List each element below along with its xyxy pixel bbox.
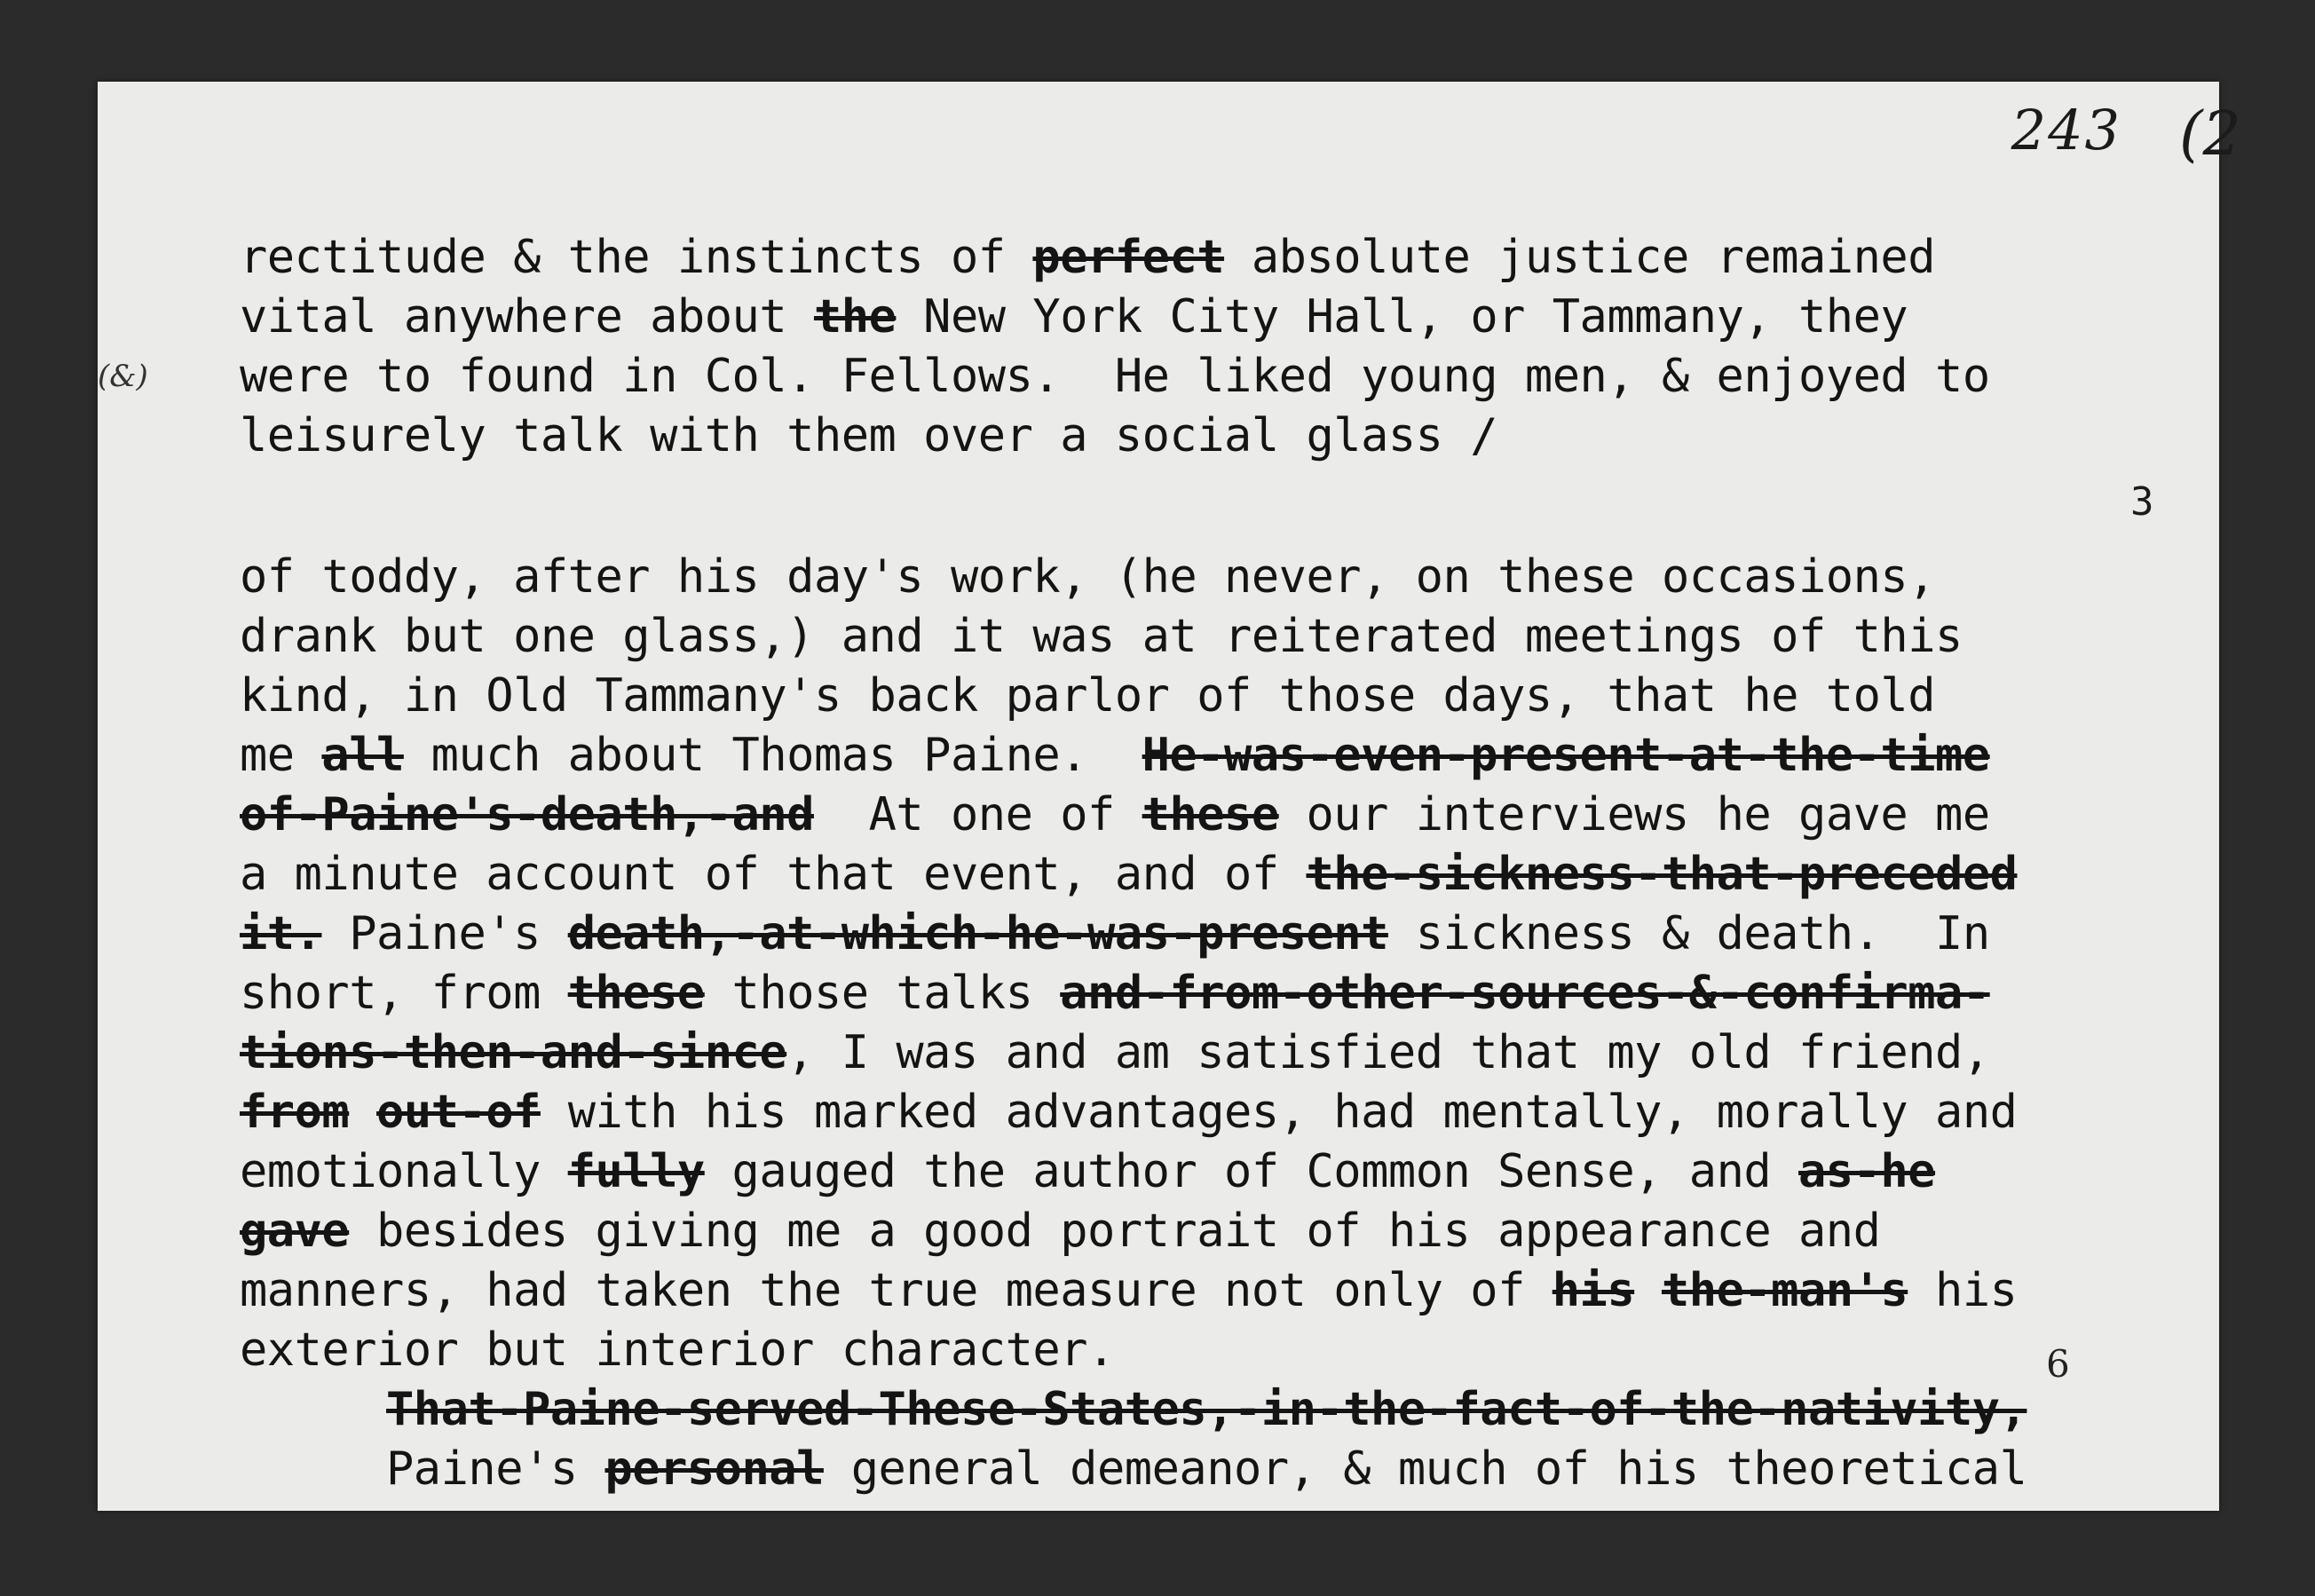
typed-text: At one of <box>813 788 1142 841</box>
struck-text: the-man's <box>1661 1264 1908 1317</box>
typed-text: Paine's <box>386 1442 605 1496</box>
typed-text: general demeanor, & much of his theoretical <box>823 1442 2027 1496</box>
typed-text: leisurely talk with them over a social glass / <box>240 409 1498 462</box>
struck-text: death,-at-which-he-was-present <box>567 907 1388 960</box>
typed-text: a minute account of that event, and of <box>240 848 1307 901</box>
struck-text: perfect <box>1032 231 1225 284</box>
typed-text: vital anywhere about <box>240 290 814 344</box>
typed-text: gauged the author of Common Sense, and <box>704 1145 1798 1198</box>
text-line <box>240 905 2027 964</box>
typed-text: me <box>240 729 322 782</box>
margin-annotation: (&) <box>98 359 148 394</box>
typed-text: rectitude & the instincts of <box>240 231 1033 284</box>
paragraph-1 <box>240 228 1990 466</box>
text-line <box>240 228 1990 288</box>
struck-text: these <box>1142 788 1279 841</box>
text-line <box>240 964 2027 1023</box>
document-card <box>98 82 2241 1511</box>
typed-text: Paine's <box>321 907 568 960</box>
typed-text: , I was and am satisfied that my old friend, <box>786 1026 1990 1079</box>
typed-text: those talks <box>704 967 1061 1020</box>
struck-text: all <box>321 729 404 782</box>
typed-text: short, from <box>240 967 568 1020</box>
text-line <box>240 1023 2027 1083</box>
struck-text: personal <box>604 1442 824 1496</box>
text-line <box>240 786 2027 845</box>
typed-text: kind, in Old Tammany's back parlor of those days, that he told <box>240 669 1936 723</box>
text-line <box>240 347 1990 407</box>
handwritten-bracket-mark: (2 <box>2179 99 2241 170</box>
handwritten-corner-mark: 6 <box>2046 1342 2070 1386</box>
text-line <box>240 845 2027 905</box>
struck-text: his <box>1552 1264 1635 1317</box>
text-line <box>240 548 2027 607</box>
text-line <box>240 726 2027 786</box>
typed-text <box>1634 1264 1662 1317</box>
struck-text: the <box>813 290 897 344</box>
typed-text: of toddy, after his day's work, (he never, on these occasions, <box>240 550 1936 604</box>
typed-text: much about Thomas Paine. <box>403 729 1142 782</box>
struck-text: That-Paine-served-These-States,-in-the-fact-of-the-nativity, <box>386 1383 2027 1436</box>
text-line <box>240 1321 2027 1380</box>
text-line <box>240 1261 2027 1321</box>
typed-text: with his marked advantages, had mentally, morally and <box>540 1086 2018 1139</box>
section-number: 3 <box>2130 479 2154 525</box>
struck-text: gave <box>240 1205 350 1258</box>
text-line <box>240 407 1990 466</box>
typed-text: were to found in Col. Fellows. He liked young men, & enjoyed to <box>240 350 1990 403</box>
text-line <box>240 667 2027 726</box>
struck-text: from <box>240 1086 350 1139</box>
struck-text: fully <box>567 1145 705 1198</box>
struck-text: and-from-other-sources-&-confirma- <box>1060 967 1990 1020</box>
typed-text: our interviews he gave me <box>1278 788 1990 841</box>
text-line <box>240 1083 2027 1142</box>
typed-text: New York City Hall, or Tammany, they <box>896 290 1908 344</box>
typed-text: drank but one glass,) and it was at reiterated meetings of this <box>240 610 1963 663</box>
text-line <box>240 1380 2027 1440</box>
struck-text: the-sickness-that-preceded <box>1306 848 2018 901</box>
typed-text: emotionally <box>240 1145 568 1198</box>
typed-text: absolute justice remained <box>1224 231 1936 284</box>
text-line <box>240 1142 2027 1202</box>
struck-text: of-Paine's-death,-and <box>240 788 814 841</box>
handwritten-page-number: 243 <box>2011 98 2121 162</box>
text-line <box>240 1202 2027 1261</box>
text-line <box>240 607 2027 667</box>
paragraph-2 <box>240 548 2027 1499</box>
typed-text: manners, had taken the true measure not only of <box>240 1264 1553 1317</box>
struck-text: tions-then-and-since <box>240 1026 787 1079</box>
struck-text: as-he <box>1798 1145 1936 1198</box>
typed-text <box>349 1086 376 1139</box>
text-line <box>240 288 1990 347</box>
struck-text: He-was-even-present-at-the-time <box>1142 729 1990 782</box>
typed-text: besides giving me a good portrait of his appearance and <box>349 1205 1881 1258</box>
typed-text: sickness & death. In <box>1387 907 1990 960</box>
struck-text: out-of <box>376 1086 541 1139</box>
typed-text: his <box>1908 1264 2018 1317</box>
struck-text: these <box>567 967 705 1020</box>
text-line <box>240 1440 2027 1499</box>
struck-text: it. <box>240 907 322 960</box>
typed-text: exterior but interior character. <box>240 1323 1115 1377</box>
